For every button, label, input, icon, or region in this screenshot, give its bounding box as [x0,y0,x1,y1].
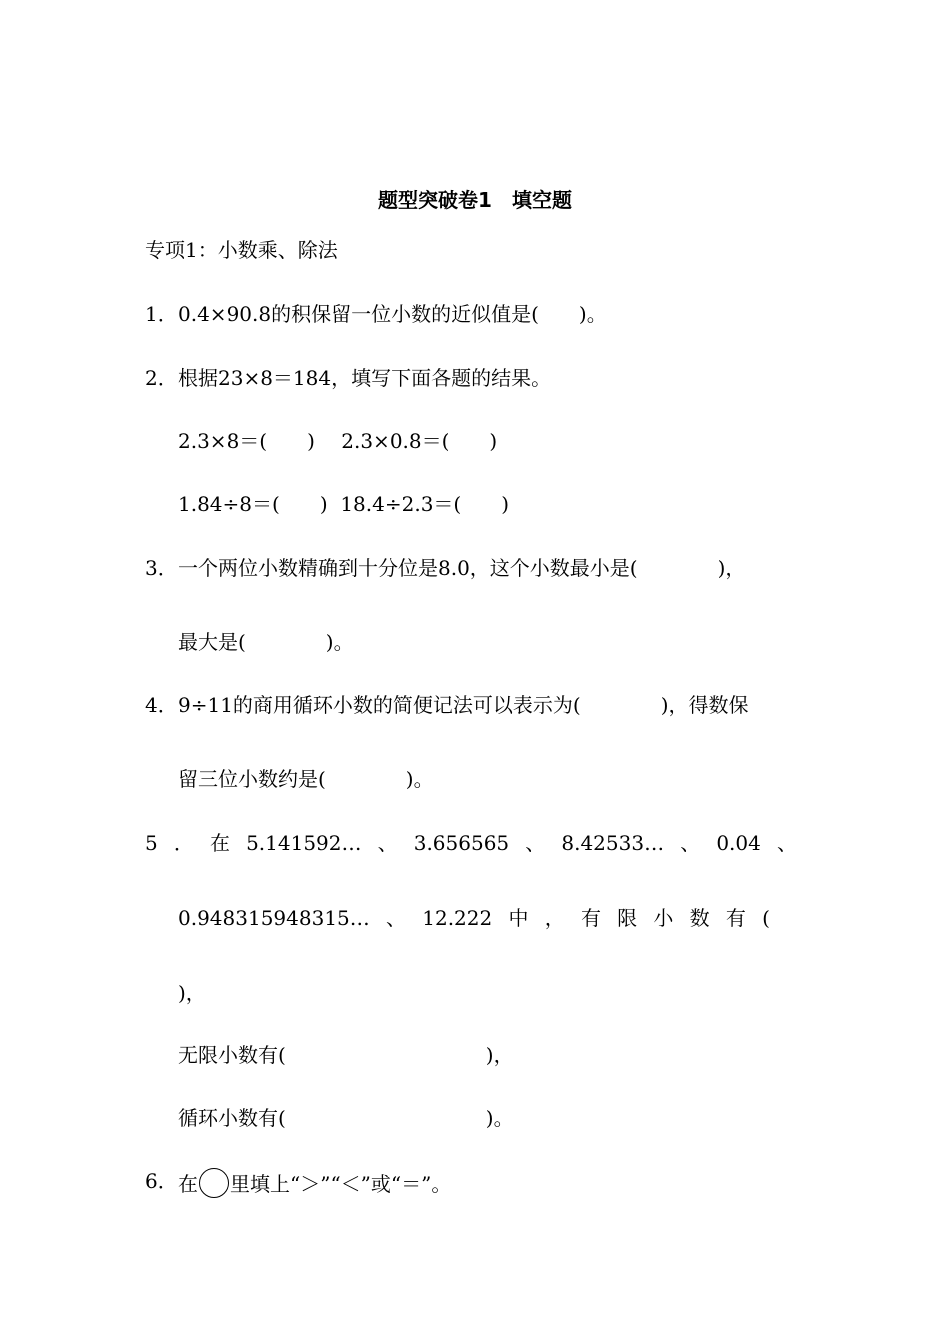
question-5-token: ( [762,906,770,930]
question-5-token: 有 [580,906,601,930]
question-6-text [178,1168,451,1198]
question-5-token: 、 [680,831,701,855]
question-3-text: 一个两位小数精确到十分位是8.0，这个小数最小是( )， [178,556,746,580]
question-2-row-1: 2.3×8＝( ) 2.3×0.8＝( ) [178,429,498,453]
question-5-token: 0.04 [716,831,761,855]
question-5-token: ． [173,831,194,855]
page-title: 题型突破卷1 填空题 [378,188,572,212]
section-heading: 专项1：小数乘、除法 [145,238,338,262]
question-5-token: 有 [725,906,746,930]
question-4-text-2: 留三位小数约是( )。 [178,767,434,791]
question-2-number: 2． [145,366,178,390]
question-3-number: 3． [145,556,178,580]
question-5-token: 数 [689,906,710,930]
question-5-token: 小 [653,906,674,930]
question-5-line-5: 循环小数有( )。 [178,1106,514,1130]
question-6-text-after: 里填上“＞”“＜”或“＝”。 [230,1172,452,1196]
circle-blank-icon [199,1168,229,1198]
question-5-token: 3.656565 [413,831,510,855]
question-1-number: 1． [145,302,178,326]
question-5-line-1 [145,830,797,856]
question-5-token: 、 [386,906,407,930]
question-5-line-2 [178,905,770,931]
question-1-text: 0.4×90.8的积保留一位小数的近似值是( )。 [178,302,607,326]
question-4-text: 9÷11的商用循环小数的简便记法可以表示为( )，得数保 [178,693,749,717]
question-2-row-2: 1.84÷8＝( ) 18.4÷2.3＝( ) [178,492,510,516]
question-5-token: 限 [617,906,638,930]
question-5-token: ， [544,906,565,930]
question-6-text-before: 在 [178,1172,198,1196]
question-5-line-4: 无限小数有( )， [178,1043,514,1067]
question-5-token: 12.222 [422,906,493,930]
question-5-token: 5.141592… [246,831,362,855]
question-5-token: 8.42533… [561,831,665,855]
question-5-token: 中 [508,906,529,930]
question-2-text: 根据23×8＝184，填写下面各题的结果。 [178,366,552,390]
question-5-token: 、 [525,831,546,855]
question-6-number: 6． [145,1169,178,1193]
question-5-token: 、 [776,831,797,855]
question-5-token: 在 [209,831,230,855]
question-5-number: 5 [145,831,158,855]
question-5-line-3: )， [178,981,206,1005]
question-4-number: 4． [145,693,178,717]
question-5-token: 、 [377,831,398,855]
question-5-token: 0.948315948315… [178,906,370,930]
question-3-text-2: 最大是( )。 [178,630,354,654]
